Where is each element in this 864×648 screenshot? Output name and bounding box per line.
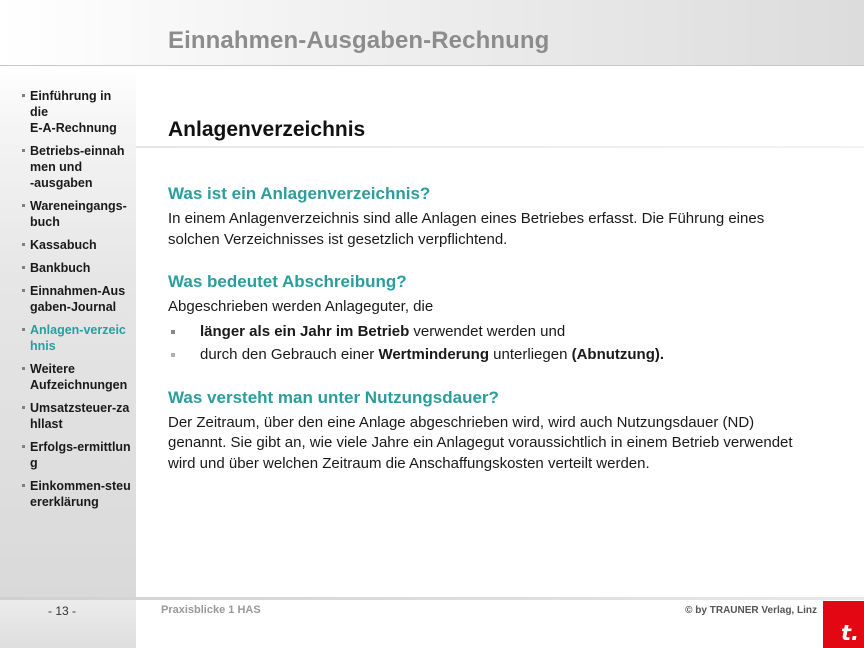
footer [0, 600, 864, 648]
page-number: - 13 - [48, 604, 77, 618]
sidebar-item-einfuehrung[interactable]: Einführung in die E-A-Rechnung [22, 88, 138, 136]
sidebar-item-umsatzsteuer[interactable]: Umsatzsteuer-za hllast [22, 400, 138, 432]
bullet-bold: länger als ein Jahr im Betrieb [200, 322, 410, 340]
sidebar-item-betriebseinnahmen[interactable]: Betriebs-einnah men und -ausgaben [22, 143, 138, 191]
sidebar-item-journal[interactable]: Einnahmen-Aus gaben-Journal [22, 283, 138, 315]
main-content [168, 183, 808, 495]
square-bullet-icon [171, 330, 175, 334]
header-bar [0, 0, 864, 66]
sidebar-item-weitere-aufzeichnungen[interactable]: Weitere Aufzeichnungen [22, 361, 138, 393]
bullet-text: unterliegen [489, 346, 572, 363]
bullet-list [168, 322, 808, 366]
section-text: Abgeschrieben werden Anlageguter, die [168, 298, 434, 315]
section-question: Was bedeutet Abschreibung? [168, 272, 407, 291]
bullet-text: verwendet werden und [409, 322, 566, 340]
page-title: Anlagenverzeichnis [168, 118, 366, 141]
section-anlagenverzeichnis [168, 183, 808, 250]
section-text: In einem Anlagenverzeichnis sind alle Anlagen eines Betriebes erfasst. Die Führung eines solchen Verzeichnisses ist gesetzlich verpflichtend. [168, 210, 765, 248]
bullet-text: durch den Gebrauch einer [200, 346, 379, 363]
sidebar-item-anlagenverzeichnis[interactable]: Anlagen-verzeic hnis [22, 322, 138, 354]
header-title: Einnahmen-Ausgaben-Rechnung [168, 27, 550, 54]
section-question: Was versteht man unter Nutzungsdauer? [168, 387, 499, 407]
section-question: Was ist ein Anlagenverzeichnis? [168, 184, 431, 203]
section-abschreibung [168, 271, 808, 366]
book-title: Praxisblicke 1 HAS [161, 604, 261, 616]
logo-text: t. [840, 621, 859, 645]
title-divider [136, 146, 864, 148]
bullet-item [168, 322, 808, 343]
sidebar-nav [22, 88, 138, 517]
bullet-bold: (Abnutzung). [571, 346, 665, 363]
trauner-logo [823, 601, 864, 648]
sidebar-item-einkommensteuer[interactable]: Einkommen-steu ererklärung [22, 478, 138, 510]
square-bullet-icon [171, 353, 175, 357]
section-text: Der Zeitraum, über den eine Anlage abgeschrieben wird, wird auch Nutzungsdauer (ND) genannt. Sie gibt an, wie viele Jahre ein Anlagegut voraussichtlich in einem Betrieb verwendet wird und über welchen Zeitraum die Anschaffungskosten verteilt werden. [168, 413, 793, 472]
sidebar-item-bankbuch[interactable]: Bankbuch [22, 260, 138, 276]
sidebar-item-wareneingangsbuch[interactable]: Wareneingangs- buch [22, 198, 138, 230]
bullet-bold: Wertminderung [378, 346, 490, 363]
copyright: © by TRAUNER Verlag, Linz [685, 605, 817, 616]
section-nutzungsdauer [168, 387, 808, 475]
sidebar-item-erfolgsermittlung[interactable]: Erfolgs-ermittlun g [22, 439, 138, 471]
bullet-item [168, 345, 808, 366]
sidebar-item-kassabuch[interactable]: Kassabuch [22, 237, 138, 253]
